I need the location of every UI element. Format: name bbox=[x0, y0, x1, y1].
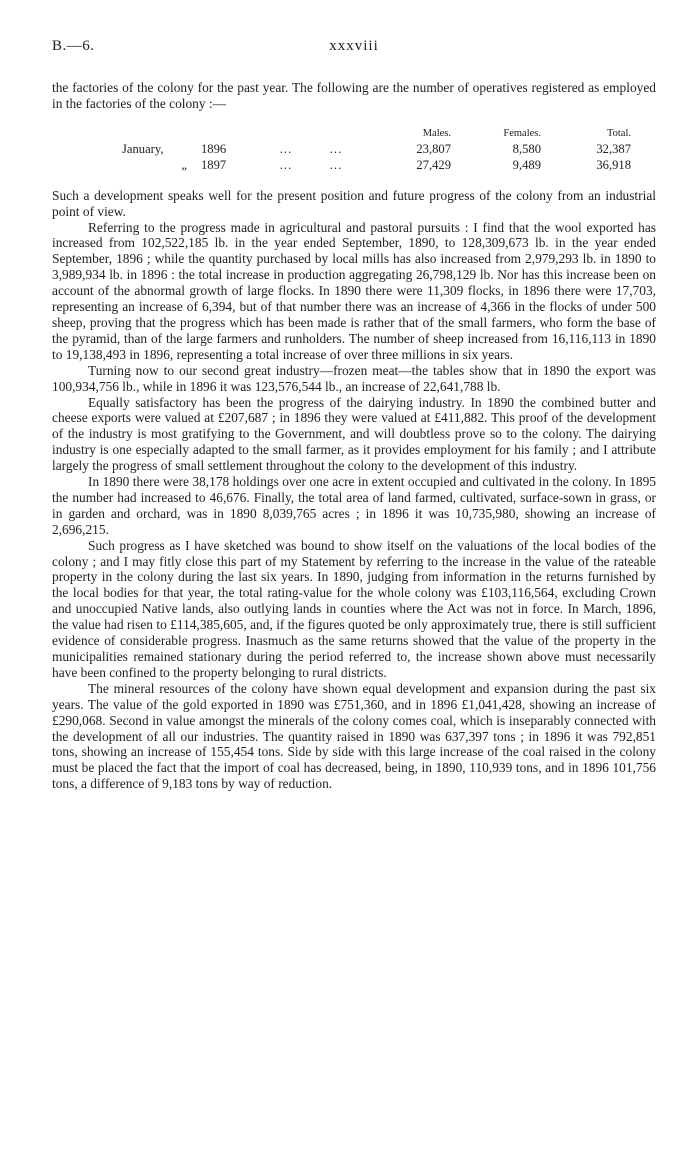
paragraph-minerals: The mineral resources of the colony have shown equal development and expansion during the past six years. The value of the gold exported in 1890 was £751,360, and in 1896 £1,041,428, showing an increase of £290,068. Second in value amongst the minerals of the colony comes coal, which is inseparably connected with the development of all our industries. The quantity raised in 1890 was 637,397 tons ; in 1896 it was 792,851 tons, showing an increase of 155,454 tons. Side by side with this large increase of the coal raised in the colony must be placed the fact that the import of coal has decreased, being, in 1890, 110,939 tons, and in 1896 101,756 tons, a difference of 9,183 tons by way of reduction. bbox=[52, 680, 656, 792]
paragraph-dairying: Equally satisfactory has been the progress of the dairying industry. In 1890 the combined butter and cheese exports were valued at £207,687 ; in 1896 they were valued at £411,882. This proof of the development of the industry is most gratifying to the Government, and will doubtless prove so to the colony. The dairying industry is one especially adapted to the small farmer, as it provides employment for his family ; and I attribute largely the progress of small settlement throughout the colony to the development of this industry. bbox=[52, 394, 656, 474]
paragraph-development: Such a development speaks well for the present position and future progress of the colony from an industrial point of view. bbox=[52, 187, 656, 219]
table-row bbox=[52, 142, 631, 158]
operatives-table bbox=[52, 126, 631, 174]
page-body bbox=[52, 80, 656, 792]
row-label: „ bbox=[181, 157, 187, 172]
table-header-row bbox=[52, 126, 631, 142]
col-males-header: Males. bbox=[422, 127, 451, 139]
page-header bbox=[52, 38, 656, 58]
page-number: xxxviii bbox=[329, 38, 379, 54]
females-cell: 9,489 bbox=[512, 157, 541, 172]
row-year: 1897 bbox=[201, 157, 227, 172]
table-row bbox=[52, 158, 631, 174]
row-year: 1896 bbox=[201, 141, 227, 156]
females-cell: 8,580 bbox=[512, 141, 541, 156]
total-cell: 36,918 bbox=[596, 157, 631, 172]
leader-dots: ... bbox=[279, 141, 293, 156]
leader-dots: ... bbox=[329, 157, 343, 172]
col-females-header: Females. bbox=[503, 127, 541, 139]
leader-dots: ... bbox=[329, 141, 343, 156]
intro-paragraph: the factories of the colony for the past year. The following are the number of operatives registered as employed in the factories of the colony :— bbox=[52, 80, 656, 111]
paragraph-agriculture: Referring to the progress made in agricultural and pastoral pursuits : I find that the wool exported has increased from 102,522,185 lb. in the year ended September, 1890, to 128,309,673 lb. in the year ended September, 1896 ; while the quantity purchased by local mills has also increased from 2,979,293 lb. in 1890 to 3,989,934 lb. in 1896 : the total increase in production aggregating 26,798,129 lb. Nor has this increase been on account of the abnormal growth of large flocks. In 1890 there were 11,309 flocks, in 1896 there were 17,703, representing an increase of 6,394, but of that number there was an increase of 4,366 in the flocks of under 500 sheep, proving that the progress which has been made is rather that of the small farmers, who form the base of the pyramid, than of the large farmers and runholders. The number of sheep increased from 16,116,113 in 1890 to 19,138,493 in 1896, representing a total increase of over three millions in six years. bbox=[52, 219, 656, 362]
row-label: January, bbox=[122, 141, 164, 156]
leader-dots: ... bbox=[279, 157, 293, 172]
paragraph-holdings: In 1890 there were 38,178 holdings over one acre in extent occupied and cultivated in the colony. In 1895 the number had increased to 46,676. Finally, the total area of land farmed, cultivated, surface-sown in grass, or in garden and orchard, was in 1890 8,039,765 acres ; in 1896 it was 10,735,980, showing an increase of 2,696,215. bbox=[52, 474, 656, 537]
document-reference: B.—6. bbox=[52, 38, 95, 54]
males-cell: 27,429 bbox=[416, 157, 451, 172]
males-cell: 23,807 bbox=[416, 141, 451, 156]
total-cell: 32,387 bbox=[596, 141, 631, 156]
paragraph-valuations: Such progress as I have sketched was bound to show itself on the valuations of the local bodies of the colony ; and I may fitly close this part of my Statement by referring to the increase in the value of the rateable property in the colony during the last six years. In 1890, judging from information in the returns furnished by the local bodies for that year, the total rating-value for the whole colony was £103,116,564, excluding Crown and unoccupied Native lands, also outlying lands in counties where the Act was not in force. In March, 1896, the value had risen to £114,385,605, and, if the figures quoted be only approximately true, there is still sufficient evidence of considerable progress. Inasmuch as the same returns showed that the value of the property in the municipalities remained stationary during the period referred to, the increase shown above must necessarily have been confined to the property belonging to rural districts. bbox=[52, 537, 656, 680]
paragraph-frozen-meat: Turning now to our second great industry—frozen meat—the tables show that in 1890 the export was 100,934,756 lb., while in 1896 it was 123,576,544 lb., an increase of 22,641,788 lb. bbox=[52, 362, 656, 394]
col-total-header: Total. bbox=[606, 127, 631, 139]
